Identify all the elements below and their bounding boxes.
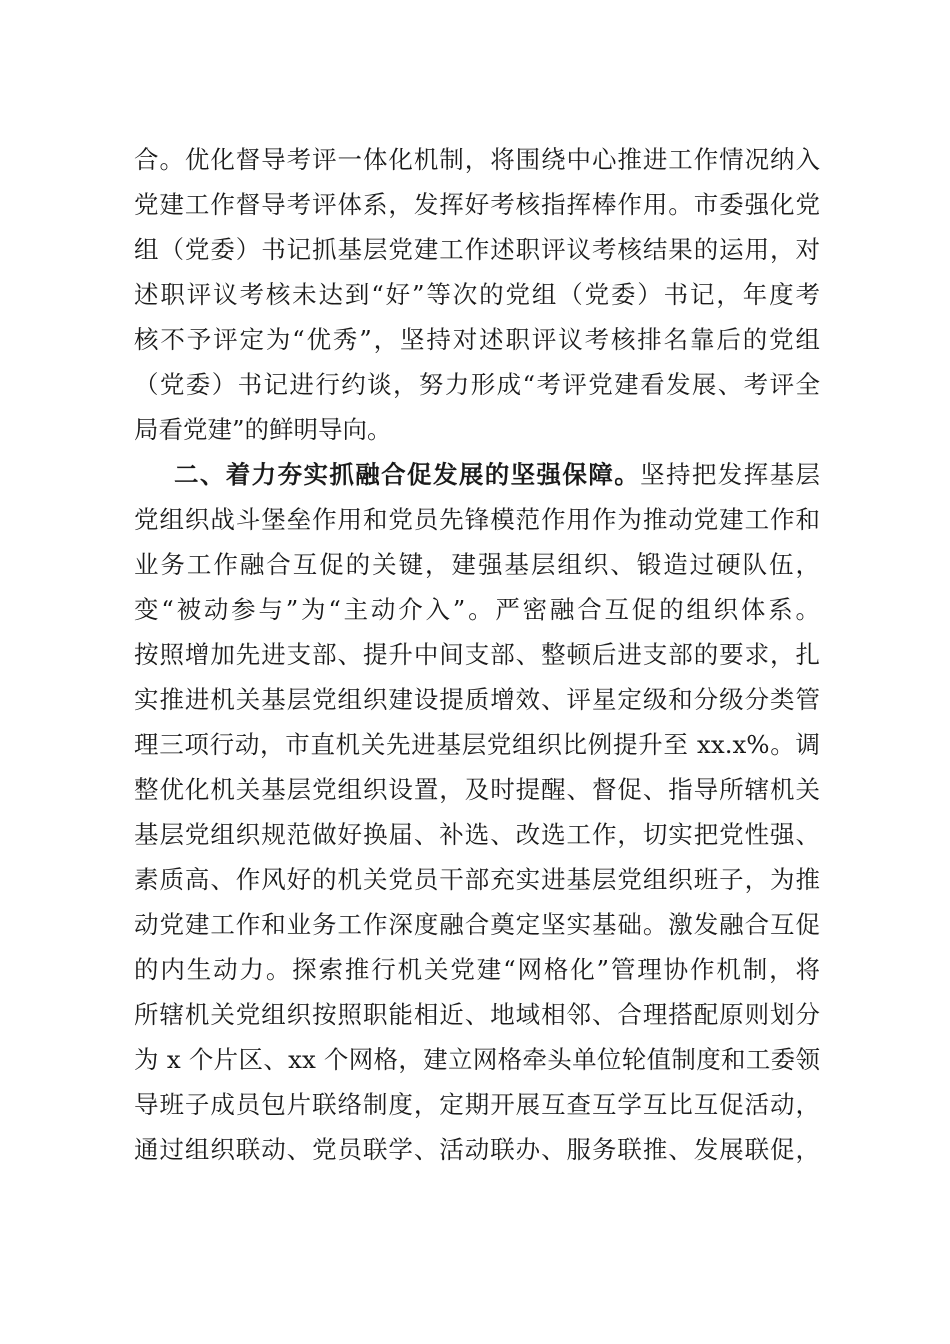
section-heading: 二、着力夯实抓融合促发展的坚强保障。 [174,460,641,489]
paragraph-1-line: （党委）书记进行约谈，努力形成“考评党建看发展、考评全 [134,370,820,399]
paragraph-2-line: 导班子成员包片联络制度，定期开展互查互学互比互促活动， [134,1090,820,1119]
paragraph-2-line: 按照增加先进支部、提升中间支部、整顿后进支部的要求，扎 [134,640,820,669]
paragraph-1-line: 合。优化督导考评一体化机制，将围绕中心推进工作情况纳入 [134,145,820,174]
paragraph-2-line: 实推进机关基层党组织建设提质增效、评星定级和分级分类管 [134,685,820,714]
paragraph-2-line: 理三项行动，市直机关先进基层党组织比例提升至 xx.x%。调 [134,730,820,759]
paragraph-2-line: 业务工作融合互促的关键，建强基层组织、锻造过硬队伍， [134,550,820,579]
paragraph-2-first-rest: 坚持把发挥基层 [640,460,820,489]
paragraph-2-line: 通过组织联动、党员联学、活动联办、服务联推、发展联促， [134,1135,820,1164]
paragraph-2-line: 素质高、作风好的机关党员干部充实进基层党组织班子，为推 [134,865,820,894]
paragraph-1-line: 党建工作督导考评体系，发挥好考核指挥棒作用。市委强化党 [134,190,820,219]
paragraph-2-line: 的内生动力。探索推行机关党建“网格化”管理协作机制，将 [134,955,820,984]
paragraph-2-first-line [174,455,820,495]
paragraph-1-line: 局看党建”的鲜明导向。 [134,415,392,444]
paragraph-1-line: 核不予评定为“优秀”，坚持对述职评议考核排名靠后的党组 [134,325,820,354]
paragraph-2-line: 动党建工作和业务工作深度融合奠定坚实基础。激发融合互促 [134,910,820,939]
paragraph-2-line: 为 x 个片区、xx 个网格，建立网格牵头单位轮值制度和工委领 [134,1045,820,1074]
paragraph-2-line: 基层党组织规范做好换届、补选、改选工作，切实把党性强、 [134,820,820,849]
paragraph-1-line: 述职评议考核未达到“好”等次的党组（党委）书记，年度考 [134,280,820,309]
paragraph-1-line: 组（党委）书记抓基层党建工作述职评议考核结果的运用，对 [134,235,820,264]
paragraph-2-line: 所辖机关党组织按照职能相近、地域相邻、合理搭配原则划分 [134,1000,820,1029]
paragraph-2-line: 整优化机关基层党组织设置，及时提醒、督促、指导所辖机关 [134,775,820,804]
paragraph-2-line: 变“被动参与”为“主动介入”。严密融合互促的组织体系。 [134,595,820,624]
paragraph-2-line: 党组织战斗堡垒作用和党员先锋模范作用作为推动党建工作和 [134,505,820,534]
